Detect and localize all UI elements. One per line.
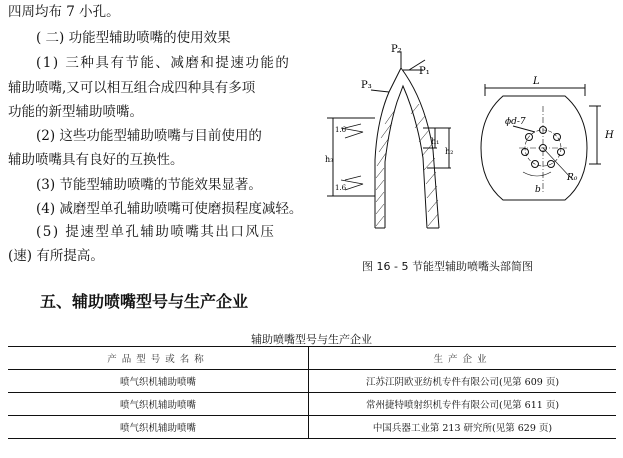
cell-manufacturer: 常州捷特喷射织机专件有限公司(见第 611 页)	[365, 400, 560, 411]
label-p2: P₂	[391, 44, 402, 55]
label-H: H	[605, 130, 614, 141]
label-radius: R₀	[567, 173, 578, 183]
pressure-arrow-p3	[371, 90, 389, 92]
table-row	[8, 393, 616, 416]
label-p1: P₁	[419, 66, 430, 77]
label-b: b	[535, 185, 541, 195]
paragraph-line: (速) 有所提高。	[8, 248, 104, 264]
section-title: 五、辅助喷嘴型号与生产企业	[40, 292, 249, 311]
header-manufacturer: 生产企业	[433, 354, 492, 365]
label-diameter: ϕd-7	[505, 117, 526, 127]
paragraph-line: (5) 提速型单孔辅助喷嘴其出口风压	[36, 224, 276, 240]
dimension-H	[589, 106, 601, 164]
nozzle-inner-wall	[385, 86, 427, 228]
label-h3: h₃	[325, 155, 334, 164]
table-row	[8, 370, 616, 393]
table-header-row	[8, 347, 616, 370]
paragraph-line: (3) 节能型辅助喷嘴的节能效果显著。	[36, 177, 262, 193]
paragraph-line: 功能的新型辅助喷嘴。	[8, 104, 143, 120]
header-product: 产品型号或名称	[8, 347, 309, 370]
label-h2: h₂	[445, 147, 454, 156]
label-roughness: 1.6	[335, 184, 347, 192]
label-h1: h₁	[431, 137, 440, 146]
manufacturer-table	[8, 346, 616, 439]
paragraph-line: 辅助喷嘴,又可以相互组合成四种具有多项	[8, 80, 256, 96]
label-roughness: 1.6	[335, 126, 347, 134]
paragraph-line: 辅助喷嘴具有良好的互换性。	[8, 152, 184, 168]
paragraph-line: 四周均布 7 小孔。	[8, 4, 120, 20]
cell-product: 喷气织机辅助喷嘴	[8, 370, 309, 393]
paragraph-line: (4) 减磨型单孔辅助喷嘴可使磨损程度减轻。	[36, 201, 303, 217]
label-p3: P₃	[361, 80, 372, 91]
paragraph-line: (2) 这些功能型辅助喷嘴与目前使用的	[36, 128, 262, 144]
cell-manufacturer: 江苏江阴欧亚纺机专件有限公司(见第 609 页)	[365, 377, 560, 388]
nozzle-figure	[305, 40, 615, 255]
table-caption: 辅助喷嘴型号与生产企业	[251, 333, 372, 346]
figure-caption: 图 16 - 5 节能型辅助喷嘴头部简图	[362, 260, 533, 273]
subsection-heading: ( 二) 功能型辅助喷嘴的使用效果	[36, 30, 231, 46]
cell-product: 喷气织机辅助喷嘴	[8, 393, 309, 416]
paragraph-line: (1) 三种具有节能、减磨和提速功能的	[36, 55, 291, 71]
label-L: L	[533, 76, 540, 87]
cell-product: 喷气织机辅助喷嘴	[8, 416, 309, 439]
table-row	[8, 416, 616, 439]
cell-manufacturer: 中国兵器工业第 213 研究所(见第 629 页)	[372, 423, 553, 434]
